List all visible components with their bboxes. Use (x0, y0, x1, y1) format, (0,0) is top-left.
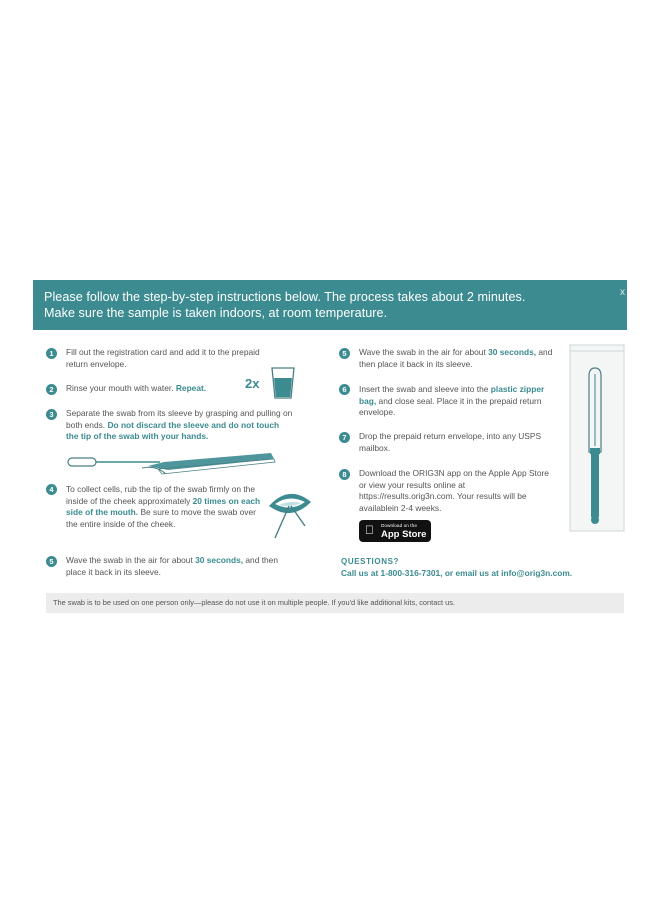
app-store-small-text: Download on the (381, 523, 417, 528)
step-5-right-body-a: Wave the swab in the air for about (359, 347, 486, 357)
zipper-bag-illustration (569, 344, 625, 532)
step-2-text (66, 383, 246, 395)
step-5-right-body-b: and then place it back in its sleeve. (359, 347, 553, 369)
app-store-big-text: App Store (381, 529, 427, 540)
footer-note: The swab is to be used on one person only—please do not use it on multiple people. If you'd like additional kits, contact us. (46, 593, 624, 613)
step-4-highlight: 20 times on each side of the mouth. (66, 495, 261, 517)
repeat-badge: 2x (245, 376, 260, 391)
banner-line-1: Please follow the step-by-step instructions below. The process takes about 2 minutes. (44, 290, 526, 304)
step-4-body-b: Be sure to move the swab over the entire inside of the cheek. (66, 507, 256, 529)
step-6-body-a: Insert the swab and sleeve into the (359, 384, 489, 394)
step-4-text (66, 484, 264, 530)
banner-line-2: Make sure the sample is taken indoors, at room temperature. (44, 306, 388, 320)
step-4-number: 4 (46, 484, 57, 495)
step-6-text (359, 384, 549, 419)
questions-title: QUESTIONS? (341, 557, 400, 566)
step-2-highlight: Repeat. (175, 383, 207, 393)
step-3-body: Separate the swab from its sleeve by grasping and pulling on both ends. (66, 408, 293, 430)
step-5-left-body-a: Wave the swab in the air for about (66, 555, 193, 565)
step-1-text: Fill out the registration card and add it to the prepaid return envelope. (66, 347, 260, 369)
step-3-number: 3 (46, 409, 57, 420)
step-5-number-right: 5 (339, 348, 350, 359)
step-4-body-a: To collect cells, rub the tip of the swab firmly on the inside of the cheek approximately (66, 484, 255, 506)
step-5-number-left: 5 (46, 556, 57, 567)
water-cup-icon (269, 366, 297, 400)
step-6-highlight: plastic zipper bag, (359, 384, 545, 406)
step-5-right-highlight: 30 seconds, (488, 347, 537, 357)
step-8-text: Download the ORIG3N app on the Apple App Store or view your results online at https://results.orig3n.com. Your results will be availablein 2-4 weeks. (359, 468, 549, 513)
swab-sleeve-illustration (66, 452, 276, 482)
step-2-body: Rinse your mouth with water. (66, 383, 174, 393)
step-1-number: 1 (46, 348, 57, 359)
step-3-text (66, 408, 294, 443)
step-5-text-right (359, 347, 569, 370)
step-7-number: 7 (339, 432, 350, 443)
step-5-left-highlight: 30 seconds, (195, 555, 244, 565)
step-7-text: Drop the prepaid return envelope, into any USPS mailbox. (359, 431, 542, 453)
step-2-number: 2 (46, 384, 57, 395)
close-icon[interactable]: x (619, 287, 625, 298)
instruction-banner (33, 280, 627, 330)
app-store-badge[interactable] (359, 520, 431, 542)
mouth-swab-icon (265, 476, 315, 540)
step-5-left-body-b: and then place it back in its sleeve. (66, 555, 278, 577)
step-5-text-left (66, 555, 286, 578)
questions-contact[interactable]: Call us at 1-800-316-7301, or email us at info@orig3n.com. (341, 568, 573, 578)
step-8-number: 8 (339, 469, 350, 480)
apple-icon (365, 523, 374, 537)
step-6-number: 6 (339, 384, 350, 395)
step-6-body-b: and close seal. Place it in the prepaid return envelope. (359, 395, 542, 417)
step-3-highlight: Do not discard the sleeve and do not touch the tip of the swab with your hands. (66, 419, 280, 441)
instruction-card (33, 280, 627, 613)
